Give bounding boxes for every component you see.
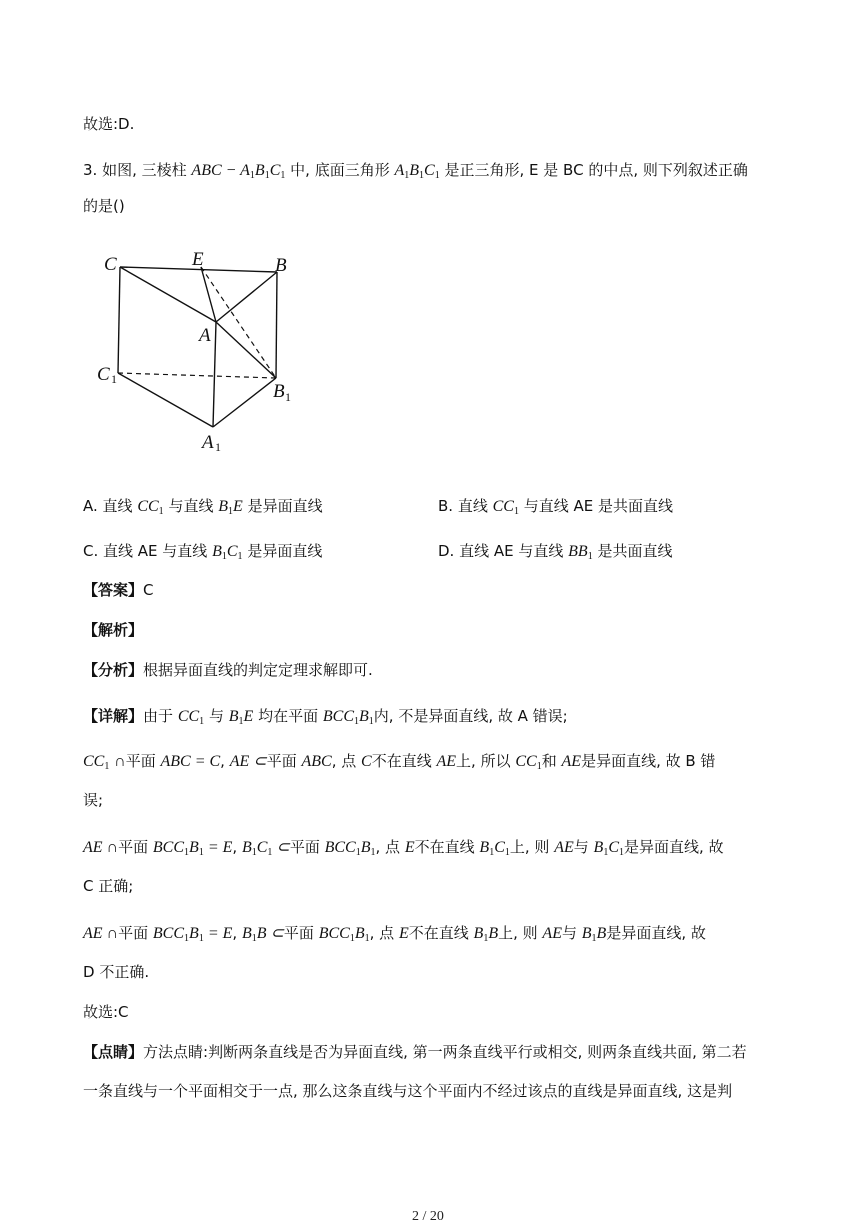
option-a-line-1: $CC_1$ (137, 498, 164, 517)
detail-line-2: $CC_1$ ∩平面 ABC = C, AE ⊂平面 ABC, 点 C不在直线 AE上, 所以 $CC_1$和 AE是异面直线, 故 B 错 (83, 752, 716, 772)
detail-line-4: AE ∩平面 $BCC_1B_1 = E$, $B_1C_1$ ⊂平面 $BCC_1B_1$, 点 E不在直线 $B_1C_1$上, 则 AE与 $B_1C_1$是异面直线, 故 (83, 838, 724, 858)
option-d: D. 直线 AE 与直线 $BB_1$ 是共面直线 (438, 542, 673, 562)
edge-EB1-hidden (201, 267, 276, 378)
edge-AA1 (213, 322, 216, 427)
label-E: E (192, 250, 204, 270)
edge-BB1 (276, 272, 277, 378)
detail-line-7: D 不正确. (83, 963, 150, 981)
label-C: C (104, 254, 117, 275)
prism-formula: ABC − $A_1B_1C_1$ (191, 162, 286, 181)
option-d-line-1: $BB_1$ (568, 543, 593, 562)
question-mid-1: 中, 底面三角形 (290, 161, 390, 179)
label-B1-sub: 1 (285, 390, 291, 404)
edge-AE (201, 267, 216, 322)
detail-line-6: AE ∩平面 $BCC_1B_1 = E$, $B_1B$ ⊂平面 $BCC_1B_1$, 点 E不在直线 $B_1B$上, 则 AE与 $B_1B$是异面直线, 故 (83, 924, 706, 944)
label-A1-sub: 1 (215, 440, 221, 454)
base-formula: $A_1B_1C_1$ (394, 162, 440, 181)
page-number: 2 / 20 (412, 1209, 444, 1224)
detail-conclusion: 故选:C (83, 1003, 129, 1021)
option-c: C. 直线 AE 与直线 $B_1C_1$ 是异面直线 (83, 542, 323, 562)
prism-figure (92, 250, 302, 455)
detail-line-5: C 正确; (83, 877, 134, 895)
option-a: A. 直线 $CC_1$ 与直线 $B_1E$ 是异面直线 (83, 497, 323, 517)
answer-line (83, 583, 154, 598)
label-A1: A (202, 432, 214, 453)
prev-conclusion: 故选:D. (83, 115, 135, 133)
label-B1: B (273, 381, 285, 402)
label-B: B (275, 255, 287, 276)
option-b-line-1: $CC_1$ (492, 498, 519, 517)
fenxi-line: 【分析】根据异面直线的判定定理求解即可. (83, 661, 373, 679)
edge-C1B1-hidden (118, 373, 276, 378)
edge-CA (120, 267, 216, 322)
tip-line-2: 一条直线与一个平面相交于一点, 那么这条直线与这个平面内不经过该点的直线是异面直线, 这是判 (83, 1082, 733, 1100)
label-A: A (199, 325, 211, 346)
edge-A1B1 (213, 378, 276, 427)
question-line-2: 的是() (83, 197, 125, 215)
edge-C1A1 (118, 373, 213, 427)
edge-AB (216, 272, 277, 322)
edge-AB1 (216, 322, 276, 378)
label-C1: C (97, 364, 110, 385)
answer-label: 【答案】 (83, 581, 144, 599)
option-a-line-2: $B_1E$ (218, 498, 243, 517)
analysis-label: 【解析】 (83, 621, 144, 639)
label-C1-sub: 1 (111, 372, 117, 386)
question-line-1 (83, 163, 748, 181)
tip-line-1: 【点睛】方法点睛:判断两条直线是否为异面直线, 第一两条直线平行或相交, 则两条直线共面, 第二若 (83, 1043, 747, 1061)
detail-line-3: 误; (83, 791, 104, 809)
question-number: 3. (83, 161, 98, 179)
edge-CC1 (118, 267, 120, 373)
option-c-line-1: $B_1C_1$ (212, 543, 243, 562)
answer-value: C (143, 581, 154, 599)
question-mid-2: 是正三角形, E 是 BC 的中点, 则下列叙述正确 (444, 161, 748, 179)
question-lead: 如图, 三棱柱 (102, 161, 187, 179)
option-b: B. 直线 $CC_1$ 与直线 AE 是共面直线 (438, 497, 674, 517)
detail-line-1: 【详解】由于 $CC_1$ 与 $B_1E$ 均在平面 $BCC_1B_1$内, 不是异面直线, 故 A 错误; (83, 707, 568, 727)
